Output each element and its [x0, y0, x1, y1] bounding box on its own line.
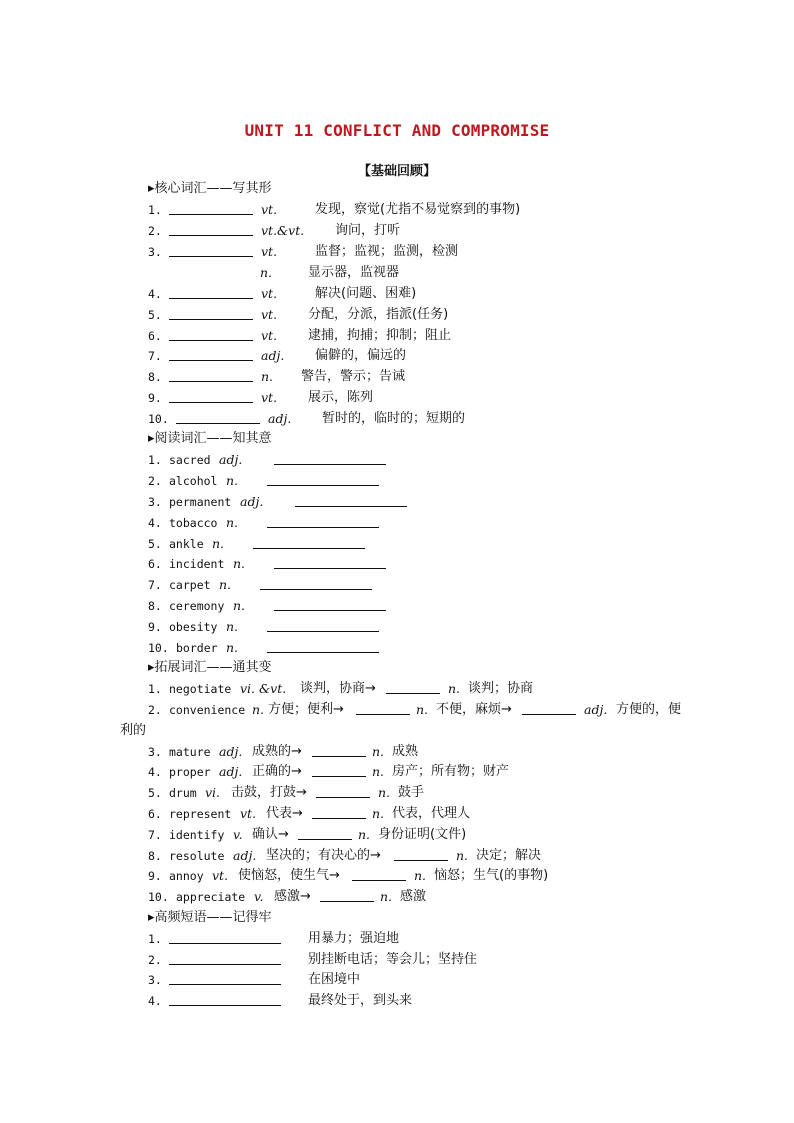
meaning: 击鼓，打鼓→ — [231, 785, 307, 800]
answer-blank[interactable] — [169, 284, 253, 299]
item-number: 10. — [148, 412, 169, 426]
meaning: 决定；解决 — [476, 848, 542, 863]
meaning: 正确的→ — [252, 764, 302, 779]
meaning: 鼓手 — [398, 785, 425, 800]
answer-blank[interactable] — [169, 970, 281, 985]
meaning: 在困境中 — [308, 972, 361, 987]
item-number: 3. — [148, 245, 162, 259]
item-number: 6. — [148, 329, 162, 343]
meaning: 逮捕，拘捕；抑制；阻止 — [308, 328, 452, 343]
extended-vocab-item — [148, 679, 708, 699]
part-of-speech: n. — [212, 536, 225, 551]
part-of-speech: n. — [416, 702, 429, 717]
meaning: 询问，打听 — [335, 223, 401, 238]
item-number: 5. — [148, 537, 162, 551]
meaning: 不便，麻烦→ — [436, 702, 512, 717]
item-number: 7. — [148, 349, 162, 363]
meaning: 坚决的；有决心的→ — [266, 848, 381, 863]
item-number: 6. — [148, 557, 162, 571]
meaning: 感激→ — [274, 889, 311, 904]
phrase-item — [148, 991, 648, 1011]
part-of-speech: adj. — [261, 348, 285, 363]
answer-blank[interactable] — [274, 450, 386, 465]
item-number: 3. — [148, 745, 162, 759]
meaning: 分配，分派，指派(任务) — [308, 307, 449, 322]
core-vocab-item — [148, 305, 708, 325]
meaning: 暂时的，临时的；短期的 — [322, 411, 466, 426]
meaning: 发现，察觉(尤指不易觉察到的事物) — [315, 202, 521, 217]
item-number: 1. — [148, 682, 162, 696]
item-number: 8. — [148, 599, 162, 613]
page-title: UNIT 11 CONFLICT AND COMPROMISE — [244, 121, 550, 140]
answer-blank[interactable] — [312, 804, 366, 819]
vocab-word: permanent — [169, 495, 232, 509]
item-number: 9. — [148, 391, 162, 405]
item-number: 10. — [148, 890, 169, 904]
part-of-speech: n. — [358, 827, 371, 842]
part-of-speech: vt. — [212, 868, 229, 883]
part-of-speech: vt.&vt. — [261, 223, 305, 238]
part-of-speech: adj. — [584, 702, 608, 717]
answer-blank[interactable] — [169, 346, 253, 361]
extended-vocab-item — [148, 742, 708, 762]
core-vocab-item — [148, 200, 708, 220]
answer-blank[interactable] — [267, 617, 379, 632]
vocab-word: resolute — [169, 849, 225, 863]
vocab-word: ceremony — [169, 599, 225, 613]
vocab-word: alcohol — [169, 474, 218, 488]
answer-blank[interactable] — [267, 471, 379, 486]
answer-blank[interactable] — [274, 554, 386, 569]
answer-blank[interactable] — [176, 409, 260, 424]
answer-blank[interactable] — [394, 846, 448, 861]
item-number: 5. — [148, 308, 162, 322]
part-of-speech: adj. — [233, 848, 257, 863]
answer-blank[interactable] — [260, 575, 372, 590]
part-of-speech: vt. — [240, 806, 257, 821]
section-heading-phrases: ▸高频短语——记得牢 — [148, 910, 272, 925]
item-number: 3. — [148, 973, 162, 987]
reading-vocab-item — [148, 617, 448, 637]
part-of-speech: adj. — [219, 764, 243, 779]
item-number: 8. — [148, 370, 162, 384]
item-number: 2. — [148, 953, 162, 967]
item-number: 4. — [148, 765, 162, 779]
answer-blank[interactable] — [312, 762, 366, 777]
part-of-speech: vt. — [261, 244, 278, 259]
item-number: 8. — [148, 849, 162, 863]
part-of-speech: n. — [233, 556, 246, 571]
extended-vocab-item — [148, 866, 708, 886]
meaning: 代表→ — [266, 806, 303, 821]
item-number: 1. — [148, 453, 162, 467]
extended-vocab-item — [148, 887, 708, 907]
part-of-speech: n. — [260, 265, 273, 280]
meaning: 用暴力；强迫地 — [308, 931, 400, 946]
answer-blank[interactable] — [169, 929, 281, 944]
part-of-speech: adj. — [219, 452, 243, 467]
part-of-speech: n. — [380, 889, 393, 904]
answer-blank[interactable] — [169, 305, 253, 320]
section-subtitle: 【基础回顾】 — [357, 164, 436, 179]
meaning: 身份证明(文件) — [378, 827, 467, 842]
meaning: 展示，陈列 — [308, 390, 374, 405]
part-of-speech: adj. — [219, 744, 243, 759]
item-number: 5. — [148, 786, 162, 800]
core-vocab-item — [148, 409, 708, 429]
meaning: 谈判，协商→ — [300, 681, 376, 696]
reading-vocab-item — [148, 554, 448, 574]
meaning: 确认→ — [252, 827, 289, 842]
meaning: 使恼怒，使生气→ — [238, 868, 340, 883]
reading-vocab-item — [148, 638, 448, 658]
part-of-speech: n. — [372, 744, 385, 759]
meaning: 方便的，便 — [616, 702, 682, 717]
item-number: 6. — [148, 807, 162, 821]
item-number: 4. — [148, 516, 162, 530]
meaning: 方便；便利→ — [268, 702, 344, 717]
meaning: 成熟的→ — [252, 744, 302, 759]
extended-vocab-item — [148, 825, 708, 845]
meaning: 感激 — [400, 889, 427, 904]
reading-vocab-item — [148, 513, 448, 533]
core-vocab-item — [148, 242, 708, 262]
part-of-speech: v. — [254, 889, 264, 904]
core-vocab-item — [148, 367, 708, 387]
answer-blank[interactable] — [356, 700, 410, 715]
meaning: 恼怒；生气(的事物) — [434, 868, 549, 883]
item-number: 3. — [148, 495, 162, 509]
answer-blank[interactable] — [316, 783, 370, 798]
item-number: 4. — [148, 287, 162, 301]
answer-blank[interactable] — [169, 950, 281, 965]
vocab-word: carpet — [169, 578, 211, 592]
phrase-item — [148, 929, 648, 949]
part-of-speech: n. — [233, 598, 246, 613]
meaning: 成熟 — [392, 744, 419, 759]
part-of-speech: vi. — [205, 785, 221, 800]
answer-blank[interactable] — [169, 326, 253, 341]
part-of-speech: n. — [226, 640, 239, 655]
answer-blank[interactable] — [386, 679, 440, 694]
item-number: 2. — [148, 224, 162, 238]
item-number: 1. — [148, 203, 162, 217]
core-vocab-item — [148, 346, 708, 366]
reading-vocab-item — [148, 534, 448, 554]
meaning: 偏僻的，偏远的 — [315, 348, 407, 363]
item-number: 2. — [148, 703, 162, 717]
answer-blank[interactable] — [298, 825, 352, 840]
item-number: 1. — [148, 932, 162, 946]
core-vocab-item — [148, 326, 708, 346]
answer-blank[interactable] — [169, 221, 253, 236]
vocab-word: mature — [169, 745, 211, 759]
vocab-word: represent — [169, 807, 232, 821]
meaning: 监督；监视；监测，检测 — [315, 244, 459, 259]
item-number: 7. — [148, 828, 162, 842]
answer-blank[interactable] — [295, 492, 407, 507]
core-vocab-item — [148, 221, 708, 241]
part-of-speech: n. — [372, 806, 385, 821]
part-of-speech: n. — [219, 577, 232, 592]
vocab-word: incident — [169, 557, 225, 571]
meaning: 显示器，监视器 — [308, 265, 400, 280]
answer-blank[interactable] — [267, 638, 379, 653]
item-number: 4. — [148, 994, 162, 1008]
meaning: 房产；所有物；财产 — [392, 764, 510, 779]
vocab-word: sacred — [169, 453, 211, 467]
reading-vocab-item — [148, 450, 448, 470]
item-number: 7. — [148, 578, 162, 592]
core-vocab-item — [148, 388, 708, 408]
section-heading-core-vocab: ▸核心词汇——写其形 — [148, 181, 272, 196]
phrase-item — [148, 950, 648, 970]
item-number: 9. — [148, 620, 162, 634]
core-vocab-item-continuation — [148, 263, 708, 283]
extended-vocab-item — [148, 804, 708, 824]
part-of-speech: adj. — [268, 411, 292, 426]
meaning-continuation: 利的 — [120, 723, 147, 738]
vocab-word: negotiate — [169, 682, 232, 696]
answer-blank[interactable] — [253, 534, 365, 549]
part-of-speech: v. — [233, 827, 243, 842]
meaning: 谈判；协商 — [468, 681, 534, 696]
meaning: 解决(问题、困难) — [315, 286, 417, 301]
part-of-speech: n. — [226, 515, 239, 530]
extended-vocab-item — [148, 762, 708, 782]
part-of-speech: n. — [378, 785, 391, 800]
reading-vocab-item — [148, 575, 448, 595]
item-number: 9. — [148, 869, 162, 883]
vocab-word: ankle — [169, 537, 204, 551]
vocab-word: identify — [169, 828, 225, 842]
extended-vocab-item — [148, 783, 708, 803]
vocab-word: obesity — [169, 620, 218, 634]
vocab-word: appreciate — [176, 890, 246, 904]
answer-blank[interactable] — [522, 700, 576, 715]
part-of-speech: n. — [414, 868, 427, 883]
answer-blank[interactable] — [169, 242, 253, 257]
reading-vocab-item — [148, 492, 448, 512]
extended-vocab-item — [148, 846, 708, 866]
part-of-speech: vi. &vt. — [240, 681, 287, 696]
answer-blank[interactable] — [352, 866, 406, 881]
vocab-word: proper — [169, 765, 211, 779]
section-heading-extended-vocab: ▸拓展词汇——通其变 — [148, 660, 272, 675]
part-of-speech: vt. — [261, 328, 278, 343]
vocab-word: drum — [169, 786, 197, 800]
part-of-speech: n. — [252, 702, 265, 717]
answer-blank[interactable] — [312, 742, 366, 757]
meaning: 警告，警示；告诫 — [301, 369, 406, 384]
core-vocab-item — [148, 284, 708, 304]
part-of-speech: adj. — [240, 494, 264, 509]
part-of-speech: vt. — [261, 286, 278, 301]
part-of-speech: n. — [261, 369, 274, 384]
answer-blank[interactable] — [274, 596, 386, 611]
section-heading-reading-vocab: ▸阅读词汇——知其意 — [148, 431, 272, 446]
part-of-speech: vt. — [261, 307, 278, 322]
phrase-item — [148, 970, 648, 990]
answer-blank[interactable] — [169, 991, 281, 1006]
meaning: 代表，代理人 — [392, 806, 471, 821]
meaning: 别挂断电话；等会儿；坚持住 — [308, 952, 478, 967]
part-of-speech: n. — [448, 681, 461, 696]
item-number: 2. — [148, 474, 162, 488]
answer-blank[interactable] — [169, 388, 253, 403]
answer-blank[interactable] — [169, 200, 253, 215]
vocab-word: tobacco — [169, 516, 218, 530]
reading-vocab-item — [148, 471, 448, 491]
vocab-word: annoy — [169, 869, 204, 883]
part-of-speech: n. — [226, 473, 239, 488]
vocab-word: convenience — [169, 703, 246, 717]
answer-blank[interactable] — [320, 887, 374, 902]
meaning: 最终处于，到头来 — [308, 993, 413, 1008]
item-number: 10. — [148, 641, 169, 655]
part-of-speech: vt. — [261, 202, 278, 217]
part-of-speech: n. — [372, 764, 385, 779]
part-of-speech: n. — [456, 848, 469, 863]
reading-vocab-item — [148, 596, 448, 616]
part-of-speech: vt. — [261, 390, 278, 405]
extended-vocab-item — [148, 700, 693, 720]
answer-blank[interactable] — [267, 513, 379, 528]
answer-blank[interactable] — [169, 367, 253, 382]
vocab-word: border — [176, 641, 218, 655]
part-of-speech: n. — [226, 619, 239, 634]
